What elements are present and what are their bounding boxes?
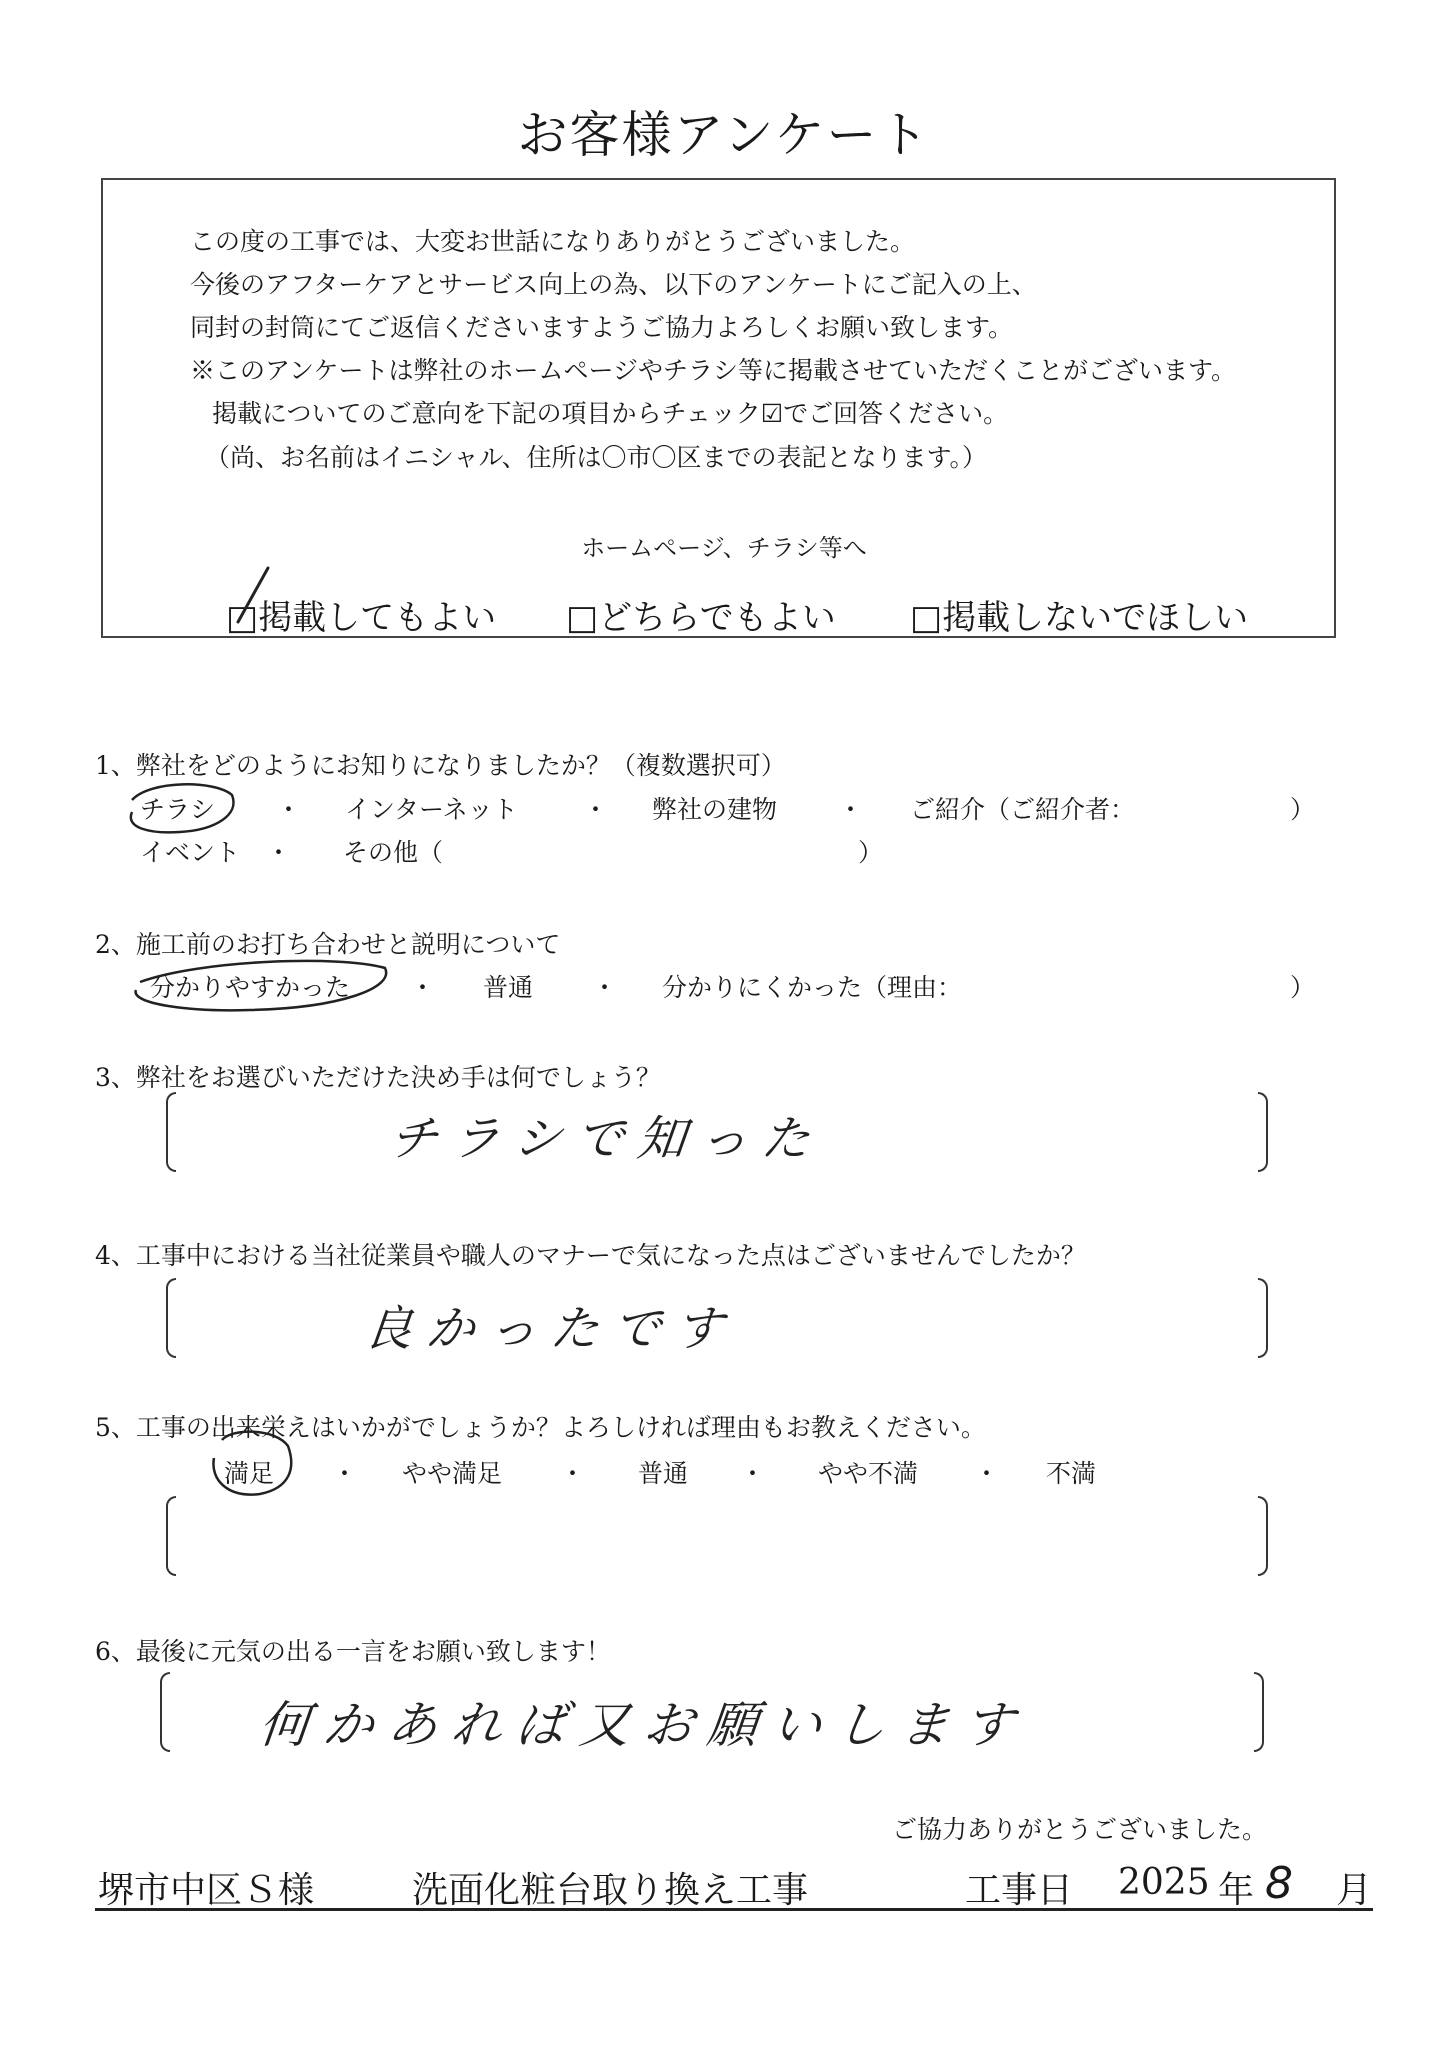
separator: ・ <box>410 973 436 1002</box>
separator: ・ <box>592 973 618 1002</box>
q6-answer[interactable]: 何かあれば又お願いします <box>256 1696 1031 1754</box>
separator: ・ <box>583 795 609 824</box>
notice-line-3: 同封の封筒にてご返信くださいますようご協力よろしくお願い致します。 <box>190 313 1014 342</box>
notice-line-1: この度の工事では、大変お世話になりありがとうございました。 <box>190 227 916 256</box>
footer-year-unit: 年 <box>1218 1870 1255 1911</box>
q1-referral-close-paren: ） <box>1290 795 1316 824</box>
question-3-label: 3、弊社をお選びいただけた決め手は何でしょう？ <box>95 1063 661 1092</box>
separator: ・ <box>740 1459 766 1488</box>
answer-bracket-right <box>1258 1278 1268 1358</box>
answer-bracket-right <box>1258 1092 1268 1172</box>
question-6-label: 6、最後に元気の出る一言をお願い致します！ <box>95 1637 611 1666</box>
footer-month-unit: 月 <box>1336 1870 1373 1911</box>
answer-bracket-left <box>166 1278 176 1358</box>
footer-date-label: 工事日 <box>965 1870 1074 1911</box>
q2-option-clear[interactable]: 分かりやすかった <box>150 973 351 1002</box>
q1-option-building[interactable]: 弊社の建物 <box>652 795 778 824</box>
publish-heading: ホームページ、チラシ等へ <box>581 534 867 562</box>
survey-title: お客様アンケート <box>517 106 931 164</box>
q1-option-internet[interactable]: インターネット <box>345 795 518 824</box>
separator: ・ <box>974 1459 1000 1488</box>
q2-option-normal[interactable]: 普通 <box>483 973 534 1002</box>
notice-line-4: ※このアンケートは弊社のホームページやチラシ等に掲載させていただくことがございます。 <box>190 356 1237 385</box>
question-2-label: 2、施工前のお打ち合わせと説明について <box>95 930 561 959</box>
question-1-label: 1、弊社をどのようにお知りになりましたか？（複数選択可） <box>95 751 786 780</box>
q5-option-somewhat-dissatisfied[interactable]: やや不満 <box>818 1459 919 1488</box>
footer-work: 洗面化粧台取り換え工事 <box>412 1870 809 1911</box>
q1-option-event[interactable]: イベント <box>140 838 241 867</box>
footer-month[interactable]: 8 <box>1265 1858 1293 1909</box>
question-4-label: 4、工事中における当社従業員や職人のマナーで気になった点はございませんでしたか？ <box>95 1241 1086 1270</box>
separator: ・ <box>266 838 292 867</box>
answer-bracket-left <box>160 1672 170 1752</box>
answer-bracket-right <box>1258 1496 1268 1576</box>
notice-line-6: （尚、お名前はイニシャル、住所は〇市〇区までの表記となります。） <box>205 443 988 472</box>
q5-option-dissatisfied[interactable]: 不満 <box>1046 1459 1097 1488</box>
q1-option-referral[interactable]: ご紹介（ご紹介者： <box>910 795 1136 824</box>
q5-option-somewhat-satisfied[interactable]: やや満足 <box>402 1459 503 1488</box>
q3-answer[interactable]: チラシで知った <box>386 1111 827 1167</box>
answer-bracket-right <box>1254 1672 1264 1752</box>
answer-bracket-left <box>166 1092 176 1172</box>
q1-option-flyer[interactable]: チラシ <box>140 795 216 824</box>
footer-customer: 堺市中区Ｓ様 <box>98 1870 315 1911</box>
q2-close-paren: ） <box>1290 973 1316 1002</box>
separator: ・ <box>560 1459 586 1488</box>
answer-bracket-left <box>166 1496 176 1576</box>
q5-option-normal[interactable]: 普通 <box>638 1459 689 1488</box>
q1-option-other[interactable]: その他（ <box>343 838 444 867</box>
separator: ・ <box>332 1459 358 1488</box>
publish-option-allow[interactable]: □掲載してもよい <box>226 598 497 638</box>
separator: ・ <box>276 795 302 824</box>
closing-thanks: ご協力ありがとうございました。 <box>892 1815 1268 1844</box>
question-5-label: 5、工事の出来栄えはいかがでしょうか？よろしければ理由もお教えください。 <box>95 1413 986 1442</box>
footer-underline <box>95 1908 1373 1911</box>
separator: ・ <box>838 795 864 824</box>
notice-line-5: 掲載についてのご意向を下記の項目からチェック☑でご回答ください。 <box>212 399 1009 428</box>
footer-year: 2025 <box>1118 1862 1210 1903</box>
q2-option-unclear[interactable]: 分かりにくかった（理由： <box>662 973 963 1002</box>
q5-option-satisfied[interactable]: 満足 <box>224 1459 275 1488</box>
q1-other-close-paren: ） <box>858 838 884 867</box>
notice-line-2: 今後のアフターケアとサービス向上の為、以下のアンケートにご記入の上、 <box>190 270 1037 299</box>
publish-option-either[interactable]: □どちらでもよい <box>566 598 836 638</box>
q4-answer[interactable]: 良かったです <box>361 1301 740 1357</box>
publish-option-deny[interactable]: □掲載しないでほしい <box>910 598 1249 638</box>
